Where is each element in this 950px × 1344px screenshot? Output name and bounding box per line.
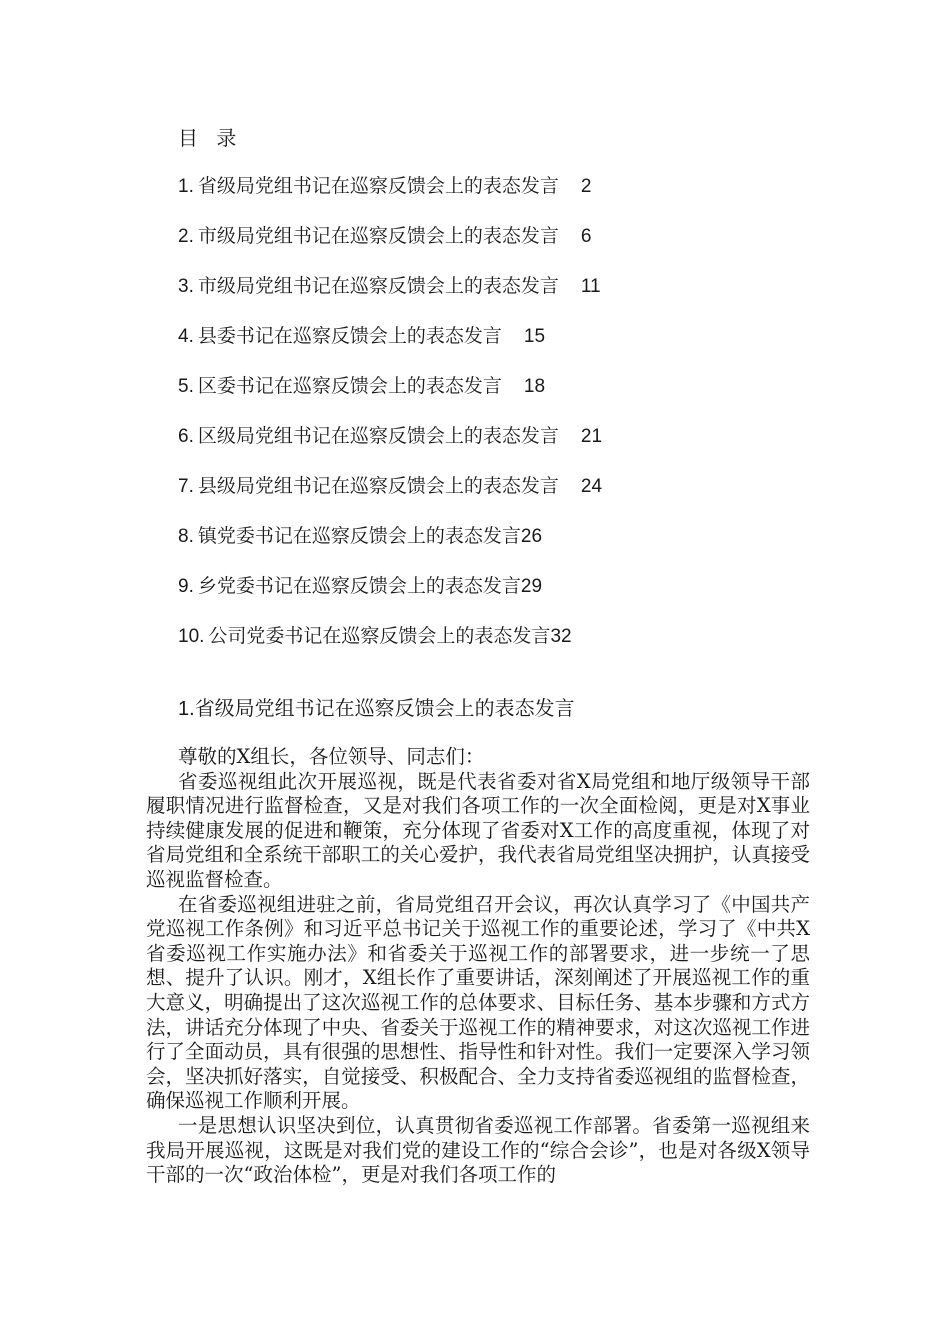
toc-item-title: 市级局党组书记在巡察反馈会上的表态发言: [197, 225, 559, 247]
section-title-text: 省级局党组书记在巡察反馈会上的表态发言: [194, 696, 575, 720]
toc-item-number: 6.: [178, 426, 194, 447]
toc-item[interactable]: [178, 422, 602, 472]
toc-item-page: 18: [523, 376, 546, 397]
toc-item-number: 3.: [178, 276, 194, 297]
toc-item-title: 乡党委书记在巡察反馈会上的表态发言: [197, 575, 521, 597]
toc-item[interactable]: [178, 372, 602, 422]
toc-item-page: 21: [580, 426, 603, 447]
toc-item[interactable]: [178, 472, 602, 522]
toc-item-number: 7.: [178, 476, 194, 497]
toc-item-number: 2.: [178, 226, 194, 247]
toc-item-number: 4.: [178, 326, 194, 347]
toc-item[interactable]: [178, 572, 602, 622]
toc-item-page: 29: [520, 576, 543, 597]
toc-item-number: 5.: [178, 376, 194, 397]
toc-item-title: 省级局党组书记在巡察反馈会上的表态发言: [197, 175, 559, 197]
toc-item-number: 9.: [178, 576, 194, 597]
toc-item-page: 32: [550, 626, 572, 647]
toc-item-title: 县委书记在巡察反馈会上的表态发言: [197, 325, 502, 347]
toc-item-title: 区级局党组书记在巡察反馈会上的表态发言: [197, 425, 559, 447]
toc-item-page: 26: [520, 526, 543, 547]
section-number: 1.: [178, 698, 195, 720]
toc-item-number: 8.: [178, 526, 194, 547]
toc-item-page: 24: [580, 476, 603, 497]
toc-heading: 目 录: [178, 126, 243, 150]
toc-item-title: 县级局党组书记在巡察反馈会上的表态发言: [197, 475, 559, 497]
toc-item-number: 1.: [178, 176, 194, 197]
toc-item[interactable]: [178, 322, 602, 372]
toc-item-page: 6: [580, 226, 592, 247]
toc-item[interactable]: [178, 172, 602, 222]
toc-item-title: 公司党委书记在巡察反馈会上的表态发言: [208, 625, 551, 647]
toc-item-title: 市级局党组书记在巡察反馈会上的表态发言: [197, 275, 559, 297]
toc-item[interactable]: [178, 272, 602, 322]
salutation: 尊敬的X组长，各位领导、同志们：: [178, 745, 485, 768]
toc-item-title: 区委书记在巡察反馈会上的表态发言: [197, 375, 502, 397]
section-title: [178, 694, 575, 723]
toc-item-page: 2: [580, 176, 592, 197]
toc-item-page: 15: [523, 326, 546, 347]
body-paragraph: 一是思想认识坚决到位，认真贯彻省委巡视工作部署。省委第一巡视组来我局开展巡视，这既是对我们党的建设工作的“综合会诊”，也是对各级X领导干部的一次“政治体检”，更是对我们各项工作的: [146, 1113, 810, 1187]
toc-item[interactable]: [178, 622, 602, 672]
toc-item[interactable]: [178, 222, 602, 272]
toc-item-page: 11: [580, 276, 601, 297]
body-paragraph: 在省委巡视组进驻之前，省局党组召开会议，再次认真学习了《中国共产党巡视工作条例》和习近平总书记关于巡视工作的重要论述，学习了《中共X省委巡视工作实施办法》和省委关于巡视工作的部署要求，进一步统一了思想、提升了认识。刚才，X组长作了重要讲话，深刻阐述了开展巡视工作的重大意义，明确提出了这次巡视工作的总体要求、目标任务、基本步骤和方式方法，讲话充分体现了中央、省委关于巡视工作的精神要求，对这次巡视工作进行了全面动员，具有很强的思想性、指导性和针对性。我们一定要深入学习领会，坚决抓好落实，自觉接受、积极配合、全力支持省委巡视组的监督检查，确保巡视工作顺利开展。: [146, 892, 810, 1113]
speech-body: [146, 745, 810, 1188]
body-paragraph: 省委巡视组此次开展巡视，既是代表省委对省X局党组和地厅级领导干部履职情况进行监督检查，又是对我们各项工作的一次全面检阅，更是对X事业持续健康发展的促进和鞭策，充分体现了省委对X工作的高度重视，体现了对省局党组和全系统干部职工的关心爱护，我代表省局党组坚决拥护，认真接受巡视监督检查。: [146, 769, 810, 891]
toc-item-number: 10.: [178, 626, 205, 647]
toc-item-title: 镇党委书记在巡察反馈会上的表态发言: [197, 525, 521, 547]
toc-list: [178, 172, 602, 672]
toc-item[interactable]: [178, 522, 602, 572]
